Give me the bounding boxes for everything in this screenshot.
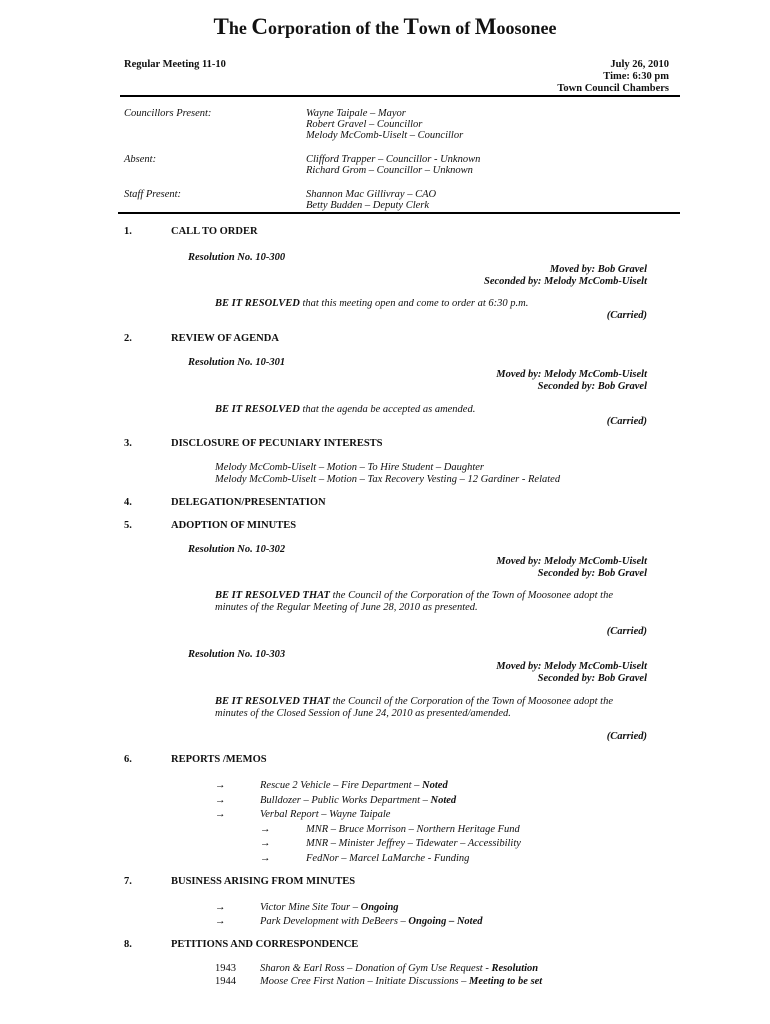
resolution-result: (Carried)	[606, 310, 647, 321]
report-item: Verbal Report – Wayne Taipale	[260, 809, 391, 820]
item-number: 8.	[124, 939, 132, 950]
present-member: Melody McComb-Uiselt – Councillor	[306, 130, 464, 141]
business-item: Park Development with DeBeers – Ongoing – Noted	[260, 916, 483, 927]
staff-member: Betty Budden – Deputy Clerk	[306, 200, 430, 211]
moved-by: Moved by: Melody McComb-Uiselt	[496, 661, 647, 672]
item-number: 2.	[124, 333, 132, 344]
meeting-date: July 26, 2010	[610, 59, 669, 70]
attendance-divider	[118, 212, 680, 214]
item-title: PETITIONS AND CORRESPONDENCE	[171, 939, 359, 950]
item-number: 5.	[124, 520, 132, 531]
resolution-text: BE IT RESOLVED that this meeting open and come to order at 6:30 p.m.	[215, 298, 529, 309]
item-title: REPORTS /MEMOS	[171, 754, 267, 765]
item-title: ADOPTION OF MINUTES	[171, 520, 297, 531]
seconded-by: Seconded by: Bob Gravel	[537, 568, 647, 579]
arrow-icon: →	[215, 795, 226, 806]
item-title: DELEGATION/PRESENTATION	[171, 497, 326, 508]
meeting-label: Regular Meeting 11-10	[124, 59, 226, 70]
resolution-label: Resolution No. 10-301	[188, 357, 286, 368]
moved-by: Moved by: Bob Gravel	[549, 264, 647, 275]
disclosure-entry: Melody McComb-Uiselt – Motion – Tax Recovery Vesting – 12 Gardiner - Related	[215, 474, 561, 485]
arrow-icon: →	[260, 824, 271, 835]
report-subitem: FedNor – Marcel LaMarche - Funding	[306, 853, 470, 864]
resolution-text: BE IT RESOLVED that the agenda be accepted as amended.	[215, 404, 476, 415]
arrow-icon: →	[215, 916, 226, 927]
item-title: REVIEW OF AGENDA	[171, 333, 279, 344]
correspondence-item: Moose Cree First Nation – Initiate Discussions – Meeting to be set	[260, 976, 543, 987]
arrow-icon: →	[215, 780, 226, 791]
meeting-location: Town Council Chambers	[557, 83, 669, 94]
business-item: Victor Mine Site Tour – Ongoing	[260, 902, 399, 913]
resolution-result: (Carried)	[606, 731, 647, 742]
correspondence-number: 1943	[215, 963, 236, 974]
present-label: Councillors Present:	[124, 108, 212, 119]
resolution-text: BE IT RESOLVED THAT the Council of the Corporation of the Town of Moosonee adopt the minutes of the Regular Meeting of June 28, 2010 as presented.	[215, 590, 613, 613]
moved-by: Moved by: Melody McComb-Uiselt	[496, 369, 647, 380]
moved-by: Moved by: Melody McComb-Uiselt	[496, 556, 647, 567]
present-member: Robert Gravel – Councillor	[306, 119, 423, 130]
resolution-text: BE IT RESOLVED THAT the Council of the Corporation of the Town of Moosonee adopt the minutes of the Closed Session of June 24, 2010 as presented/amended.	[215, 696, 613, 719]
absent-member: Clifford Trapper – Councillor - Unknown	[306, 154, 481, 165]
item-title: BUSINESS ARISING FROM MINUTES	[171, 876, 356, 887]
meeting-time: Time: 6:30 pm	[603, 71, 669, 82]
item-number: 3.	[124, 438, 132, 449]
resolution-label: Resolution No. 10-300	[188, 252, 286, 263]
absent-label: Absent:	[124, 154, 157, 165]
report-item: Bulldozer – Public Works Department – Noted	[260, 795, 457, 806]
resolution-result: (Carried)	[606, 416, 647, 427]
correspondence-number: 1944	[215, 976, 236, 987]
report-item: Rescue 2 Vehicle – Fire Department – Noted	[260, 780, 448, 791]
report-subitem: MNR – Minister Jeffrey – Tidewater – Accessibility	[306, 838, 521, 849]
arrow-icon: →	[215, 809, 226, 820]
resolution-label: Resolution No. 10-302	[188, 544, 286, 555]
report-subitem: MNR – Bruce Morrison – Northern Heritage Fund	[306, 824, 520, 835]
item-number: 4.	[124, 497, 132, 508]
absent-member: Richard Grom – Councillor – Unknown	[306, 165, 473, 176]
resolution-label: Resolution No. 10-303	[188, 649, 286, 660]
correspondence-item: Sharon & Earl Ross – Donation of Gym Use Request - Resolution	[260, 963, 539, 974]
disclosure-entry: Melody McComb-Uiselt – Motion – To Hire Student – Daughter	[215, 462, 484, 473]
staff-member: Shannon Mac Gillivray – CAO	[306, 189, 437, 200]
document-title: The Corporation of the Town of Moosonee	[213, 14, 557, 39]
item-title: CALL TO ORDER	[171, 226, 258, 237]
arrow-icon: →	[260, 853, 271, 864]
item-number: 6.	[124, 754, 132, 765]
present-member: Wayne Taipale – Mayor	[306, 108, 406, 119]
header-divider	[120, 95, 680, 97]
arrow-icon: →	[260, 838, 271, 849]
item-title: DISCLOSURE OF PECUNIARY INTERESTS	[171, 438, 383, 449]
seconded-by: Seconded by: Bob Gravel	[537, 381, 647, 392]
arrow-icon: →	[215, 902, 226, 913]
seconded-by: Seconded by: Bob Gravel	[537, 673, 647, 684]
seconded-by: Seconded by: Melody McComb-Uiselt	[483, 276, 647, 287]
item-number: 1.	[124, 226, 132, 237]
item-number: 7.	[124, 876, 132, 887]
resolution-result: (Carried)	[606, 626, 647, 637]
staff-label: Staff Present:	[124, 189, 182, 200]
